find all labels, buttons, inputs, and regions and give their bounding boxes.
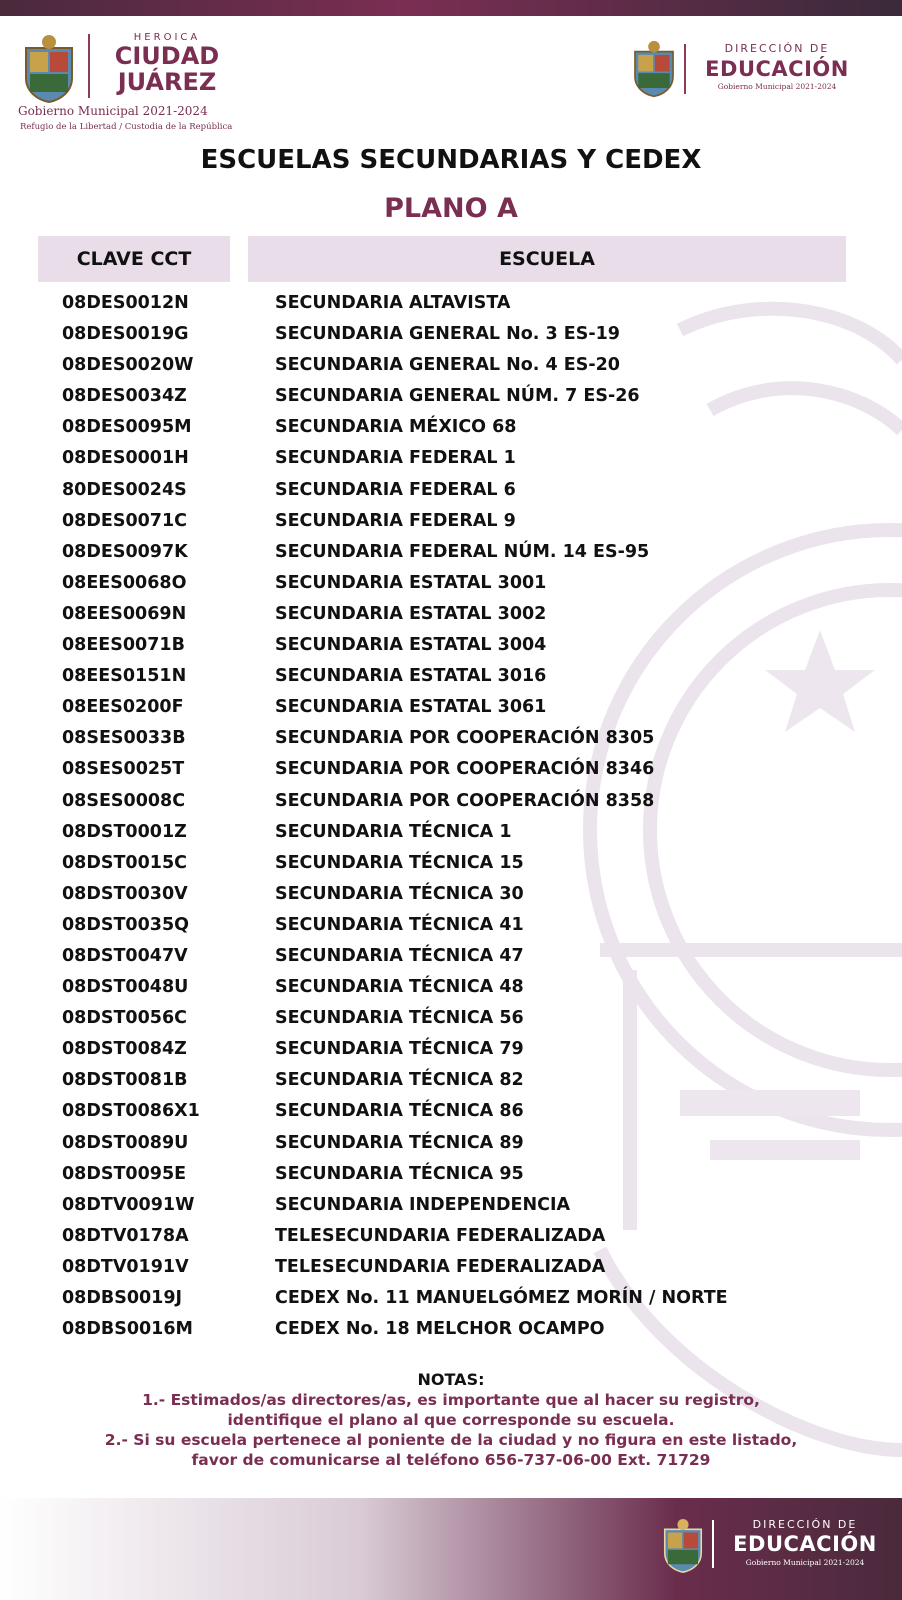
cell-cct: 08EES0069N — [62, 603, 187, 624]
top-bar — [0, 0, 902, 16]
note-line: 2.- Si su escuela pertenece al poniente de la ciudad y no figura en este listado, — [104, 1431, 798, 1449]
cell-cct: 08DST0047V — [62, 945, 188, 966]
cell-cct: 08EES0071B — [62, 635, 185, 656]
table-row — [0, 382, 902, 413]
cell-cct: 08DES0020W — [62, 355, 194, 376]
cell-cct: 08DST0035Q — [62, 914, 190, 935]
footer-educacion: EDUCACIÓN — [733, 1532, 877, 1556]
cell-cct: 08DTV0091W — [62, 1194, 195, 1215]
cell-cct: 08DBS0019J — [62, 1288, 183, 1308]
table-row — [0, 351, 902, 382]
cell-escuela: SECUNDARIA FEDERAL NÚM. 14 ES-95 — [275, 541, 650, 562]
table-row — [0, 1035, 902, 1066]
cell-cct: 08DES0034Z — [62, 386, 187, 407]
cell-escuela: SECUNDARIA POR COOPERACIÓN 8346 — [275, 759, 655, 780]
cell-cct: 08DTV0178A — [62, 1225, 189, 1246]
cell-escuela: SECUNDARIA POR COOPERACIÓN 8305 — [275, 728, 655, 749]
logo-educacion: EDUCACIÓN — [705, 57, 849, 81]
cell-escuela: SECUNDARIA ESTATAL 3016 — [275, 666, 547, 687]
logo-heroica: HEROICA — [133, 32, 201, 43]
cell-cct: 08DTV0191V — [62, 1256, 189, 1277]
logo-divider — [712, 1520, 714, 1568]
cell-escuela: CEDEX No. 18 MELCHOR OCAMPO — [275, 1319, 605, 1340]
table-row — [0, 1004, 902, 1035]
table-row — [0, 942, 902, 973]
table-row — [0, 880, 902, 911]
schools-table-body — [0, 289, 902, 1346]
note-line: 1.- Estimados/as directores/as, es importante que al hacer su registro, — [142, 1391, 760, 1409]
logo-gobierno: Gobierno Municipal 2021-2024 — [18, 104, 208, 118]
table-row — [0, 755, 902, 786]
table-row — [0, 849, 902, 880]
logo-gobierno: Gobierno Municipal 2021-2024 — [717, 82, 837, 91]
cell-cct: 08DST0001Z — [62, 821, 187, 842]
cell-cct: 08DBS0016M — [62, 1319, 193, 1340]
cell-cct: 08DES0097K — [62, 541, 188, 562]
notes-section — [0, 1370, 902, 1470]
logo-juarez: JUÁREZ — [117, 68, 217, 96]
table-row — [0, 911, 902, 942]
table-row — [0, 662, 902, 693]
table-row — [0, 1284, 902, 1315]
table-row — [0, 507, 902, 538]
cell-escuela: SECUNDARIA FEDERAL 6 — [275, 479, 516, 500]
cell-escuela: SECUNDARIA TÉCNICA 79 — [275, 1039, 524, 1060]
cell-escuela: SECUNDARIA ESTATAL 3004 — [275, 635, 547, 656]
cell-cct: 08DST0030V — [62, 883, 188, 904]
footer-band — [0, 1498, 902, 1600]
footer-direccion: DIRECCIÓN DE — [752, 1518, 858, 1531]
table-row — [0, 1129, 902, 1160]
cell-cct: 08DES0071C — [62, 510, 187, 531]
table-row — [0, 413, 902, 444]
table-row — [0, 320, 902, 351]
table-row — [0, 724, 902, 755]
note-line: identifique el plano al que corresponde su escuela. — [227, 1411, 675, 1429]
cell-escuela: TELESECUNDARIA FEDERALIZADA — [275, 1225, 606, 1246]
note-line: favor de comunicarse al teléfono 656-737-06-00 Ext. 71729 — [191, 1451, 711, 1469]
table-row — [0, 1222, 902, 1253]
cell-escuela: SECUNDARIA ALTAVISTA — [275, 293, 511, 313]
cell-escuela: TELESECUNDARIA FEDERALIZADA — [275, 1256, 606, 1277]
table-row — [0, 693, 902, 724]
cell-cct: 08SES0008C — [62, 790, 186, 811]
cell-escuela: SECUNDARIA TÉCNICA 15 — [275, 852, 524, 873]
logo-tagline: Refugio de la Libertad / Custodia de la República — [20, 122, 233, 132]
cell-escuela: SECUNDARIA TÉCNICA 89 — [275, 1132, 524, 1153]
cell-cct: 08DST0089U — [62, 1132, 189, 1153]
table-row — [0, 538, 902, 569]
cell-escuela: SECUNDARIA TÉCNICA 95 — [275, 1163, 524, 1184]
cell-escuela: SECUNDARIA ESTATAL 3002 — [275, 603, 547, 624]
logo-divider — [88, 34, 90, 98]
cell-escuela: SECUNDARIA TÉCNICA 30 — [275, 883, 524, 904]
cell-cct: 08EES0200F — [62, 697, 184, 718]
municipal-seal-icon — [630, 40, 678, 98]
ciudad-juarez-logo — [18, 30, 238, 140]
table-row — [0, 787, 902, 818]
table-row — [0, 631, 902, 662]
cell-escuela: SECUNDARIA TÉCNICA 56 — [275, 1008, 524, 1029]
cell-cct: 08DST0081B — [62, 1070, 188, 1091]
cell-escuela: SECUNDARIA GENERAL No. 4 ES-20 — [275, 355, 620, 376]
cell-escuela: SECUNDARIA TÉCNICA 82 — [275, 1070, 524, 1091]
cell-escuela: SECUNDARIA TÉCNICA 41 — [275, 914, 524, 935]
cell-cct: 08SES0033B — [62, 728, 186, 749]
table-row — [0, 1097, 902, 1128]
table-row — [0, 1160, 902, 1191]
cell-cct: 08DES0019G — [62, 324, 189, 345]
column-header-escuela: ESCUELA — [248, 236, 846, 282]
cell-escuela: SECUNDARIA ESTATAL 3001 — [275, 572, 547, 593]
cell-escuela: SECUNDARIA ESTATAL 3061 — [275, 697, 547, 718]
table-row — [0, 973, 902, 1004]
cell-escuela: SECUNDARIA TÉCNICA 47 — [275, 945, 524, 966]
table-row — [0, 600, 902, 631]
column-header-cct: CLAVE CCT — [38, 236, 230, 282]
cell-escuela: SECUNDARIA MÉXICO 68 — [275, 417, 517, 438]
cell-escuela: SECUNDARIA POR COOPERACIÓN 8358 — [275, 790, 655, 811]
cell-cct: 08DES0001H — [62, 448, 189, 469]
logo-direccion: DIRECCIÓN DE — [724, 42, 830, 55]
notes-title: NOTAS: — [417, 1370, 485, 1389]
cell-cct: 08DES0095M — [62, 417, 192, 438]
cell-cct: 08EES0151N — [62, 666, 187, 687]
footer-gobierno: Gobierno Municipal 2021-2024 — [745, 1558, 865, 1567]
cell-escuela: SECUNDARIA TÉCNICA 86 — [275, 1101, 524, 1122]
logo-ciudad: CIUDAD — [114, 42, 220, 70]
page-title: ESCUELAS SECUNDARIAS Y CEDEX — [200, 145, 702, 175]
table-row — [0, 1191, 902, 1222]
cell-cct: 08DST0084Z — [62, 1039, 187, 1060]
municipal-seal-icon — [660, 1518, 706, 1574]
cell-escuela: SECUNDARIA INDEPENDENCIA — [275, 1194, 571, 1215]
table-row — [0, 444, 902, 475]
municipal-seal-icon — [20, 34, 78, 104]
table-row — [0, 818, 902, 849]
cell-escuela: SECUNDARIA FEDERAL 1 — [275, 448, 516, 469]
cell-escuela: SECUNDARIA GENERAL No. 3 ES-19 — [275, 324, 620, 345]
direccion-educacion-logo — [630, 40, 870, 100]
table-row — [0, 569, 902, 600]
cell-escuela: SECUNDARIA TÉCNICA 48 — [275, 977, 524, 998]
cell-cct: 08DST0095E — [62, 1163, 187, 1184]
cell-cct: 08DST0086X1 — [62, 1101, 200, 1122]
cell-escuela: CEDEX No. 11 MANUELGÓMEZ MORÍN / NORTE — [275, 1288, 728, 1308]
table-row — [0, 476, 902, 507]
cell-cct: 08SES0025T — [62, 759, 185, 780]
page-subtitle: PLANO A — [384, 193, 518, 224]
table-row — [0, 1066, 902, 1097]
table-row — [0, 1253, 902, 1284]
logo-divider — [684, 44, 686, 94]
table-row — [0, 289, 902, 320]
cell-cct: 08DST0048U — [62, 977, 189, 998]
cell-cct: 08DES0012N — [62, 293, 189, 313]
table-row — [0, 1315, 902, 1346]
cell-cct: 08EES0068O — [62, 572, 187, 593]
cell-escuela: SECUNDARIA GENERAL NÚM. 7 ES-26 — [275, 386, 640, 407]
cell-escuela: SECUNDARIA TÉCNICA 1 — [275, 821, 512, 842]
cell-cct: 08DST0056C — [62, 1008, 187, 1029]
cell-cct: 08DST0015C — [62, 852, 187, 873]
cell-cct: 80DES0024S — [62, 479, 187, 500]
cell-escuela: SECUNDARIA FEDERAL 9 — [275, 510, 516, 531]
